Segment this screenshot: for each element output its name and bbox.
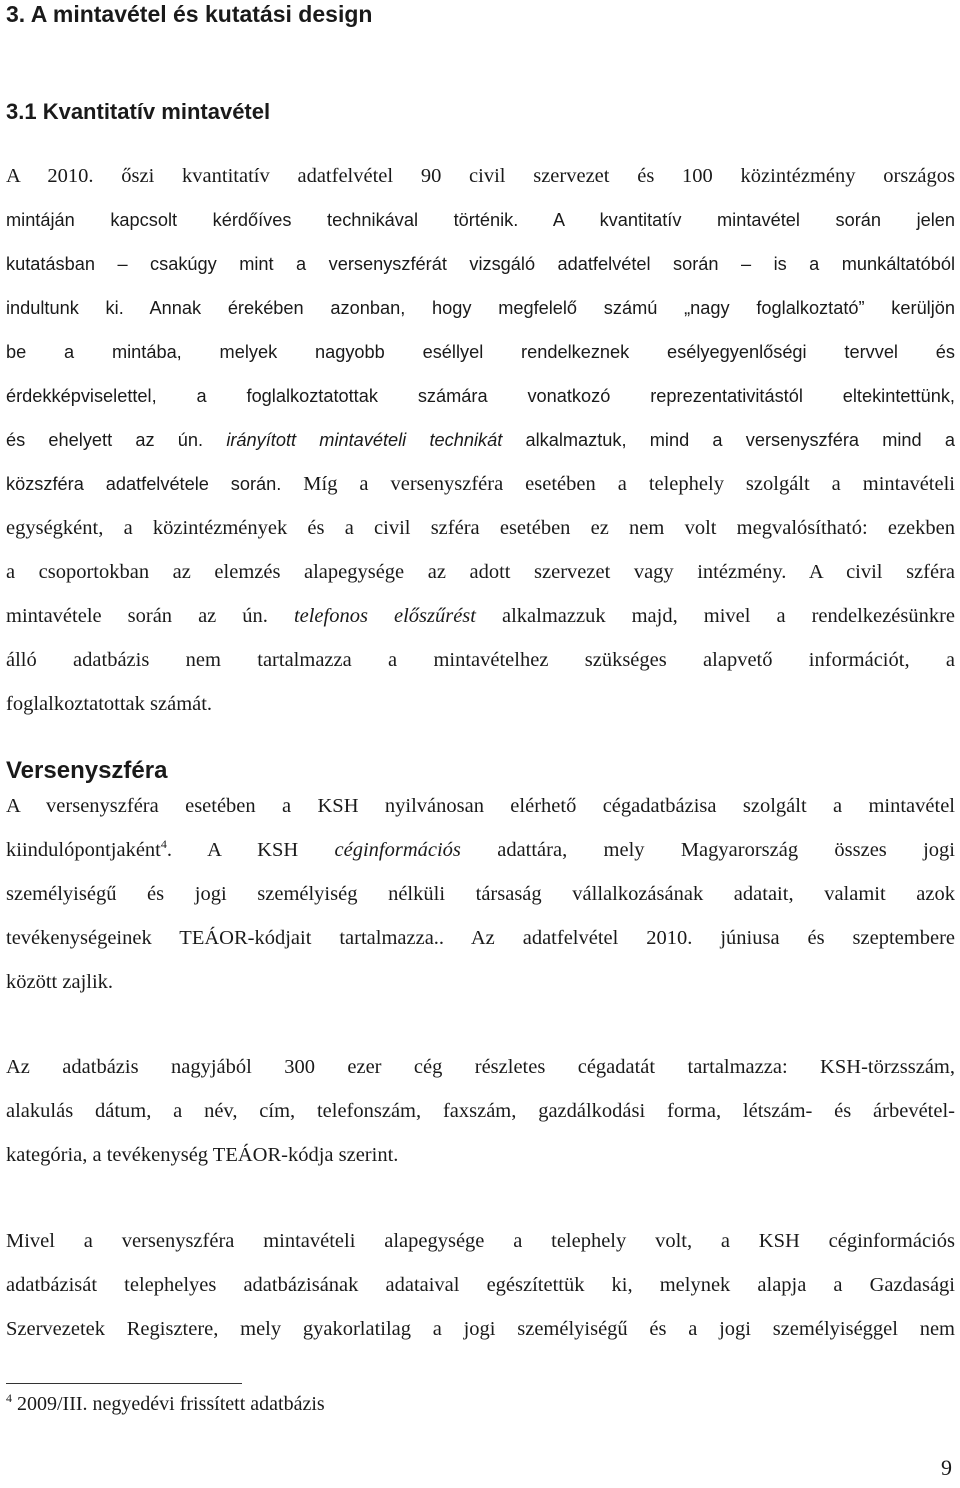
emphasis-text: céginformációs (334, 839, 461, 861)
text-line: tevékenységeinek TEÁOR-kódjait tartalmazza.. Az adatfelvétel 2010. júniusa és szeptembere (6, 927, 955, 949)
text-run: alkalmazzuk majd, mivel a rendelkezésünkre (475, 605, 955, 627)
text-line: foglalkoztatottak számát. (6, 693, 213, 715)
paragraph-versenyszfera (6, 784, 955, 1004)
text-line: között zajlik. (6, 971, 114, 993)
text-line: egységként, a közintézmények és a civil szféra esetében ez nem volt megvalósítható: ezekben (6, 517, 955, 539)
footnote-ref: 4 (160, 837, 167, 851)
text-line (6, 828, 955, 872)
section-heading: 3. A mintavétel és kutatási design (6, 1, 373, 27)
text-line: érdekképviselettel, a foglalkoztatottak számára vonatkozó reprezentativitástól eltekintettünk, (6, 386, 955, 406)
text-line: alakulás dátum, a név, cím, telefonszám, faxszám, gazdálkodási forma, létszám- és árbevétel- (6, 1100, 955, 1122)
text-line: Szervezetek Regisztere, mely gyakorlatilag a jogi személyiségű és a jogi személyiséggel nem (6, 1318, 955, 1340)
text-run: . A KSH (166, 839, 335, 861)
text-line: Az adatbázis nagyjából 300 ezer cég részletes cégadatát tartalmazza: KSH-törzsszám, (6, 1056, 955, 1078)
text-line: A 2010. őszi kvantitatív adatfelvétel 90 civil szervezet és 100 közintézmény országos (6, 165, 955, 187)
emphasis-text: telefonos előszűrést (293, 605, 476, 627)
text-line: be a mintába, melyek nagyobb eséllyel rendelkeznek esélyegyenlőségi tervvel és (6, 342, 955, 362)
text-line: Mivel a versenyszféra mintavételi alapegysége a telephely volt, a KSH céginformációs (6, 1230, 955, 1252)
text-line: adatbázisát telephelyes adatbázisának adataival egészítettük ki, melynek alapja a Gazdasági (6, 1274, 955, 1296)
text-run: mintavétele során az ún. (6, 605, 294, 627)
text-run: Míg a versenyszféra esetében a telephely szolgált a mintavételi (303, 473, 955, 495)
text-line: indultunk ki. Annak érekében azonban, hogy megfelelő számú „nagy foglalkoztató” kerüljön (6, 298, 955, 318)
text-line: A versenyszféra esetében a KSH nyilvánosan elérhető cégadatbázisa szolgált a mintavétel (6, 795, 955, 817)
subsection-heading: 3.1 Kvantitatív mintavétel (6, 99, 271, 124)
footnote-text: 2009/III. negyedévi frissített adatbázis (12, 1393, 325, 1415)
text-run: kiindulópontjaként (6, 839, 161, 861)
text-line: mintáján kapcsolt kérdőíves technikával történik. A kvantitatív mintavétel során jelen (6, 210, 955, 230)
text-line: személyiségű és jogi személyiség nélküli társaság vállalkozásának adatait, valamit azok (6, 883, 955, 905)
text-line: a csoportokban az elemzés alapegysége az adott szervezet vagy intézmény. A civil szféra (6, 561, 955, 583)
text-line: kategória, a tevékenység TEÁOR-kódja szerint. (6, 1144, 399, 1166)
footnote (6, 1390, 325, 1418)
text-line: kutatásban – csakúgy mint a versenyszférát vizsgáló adatfelvétel során – is a munkáltatóból (6, 254, 955, 274)
paragraph-database (6, 1045, 955, 1177)
versenyszfera-heading: Versenyszféra (6, 757, 168, 784)
emphasis-text: irányított mintavételi technikát (226, 430, 503, 450)
text-line (6, 594, 955, 638)
text-line (6, 418, 955, 462)
text-line (6, 462, 955, 506)
footnote-divider (6, 1383, 242, 1384)
text-run: közszféra adatfelvétele során. (6, 474, 304, 494)
paragraph-sampling (6, 154, 955, 726)
paragraph-telephely (6, 1219, 955, 1351)
text-run: adattára, mely Magyarország összes jogi (460, 839, 955, 861)
text-line: álló adatbázis nem tartalmazza a mintavételhez szükséges alapvető információt, a (6, 649, 955, 671)
text-run: alkalmaztuk, mind a versenyszféra mind a (502, 430, 955, 450)
text-run: és ehelyett az ún. (6, 430, 227, 450)
page-number: 9 (941, 1455, 952, 1480)
footnote-number: 4 (6, 1391, 12, 1405)
